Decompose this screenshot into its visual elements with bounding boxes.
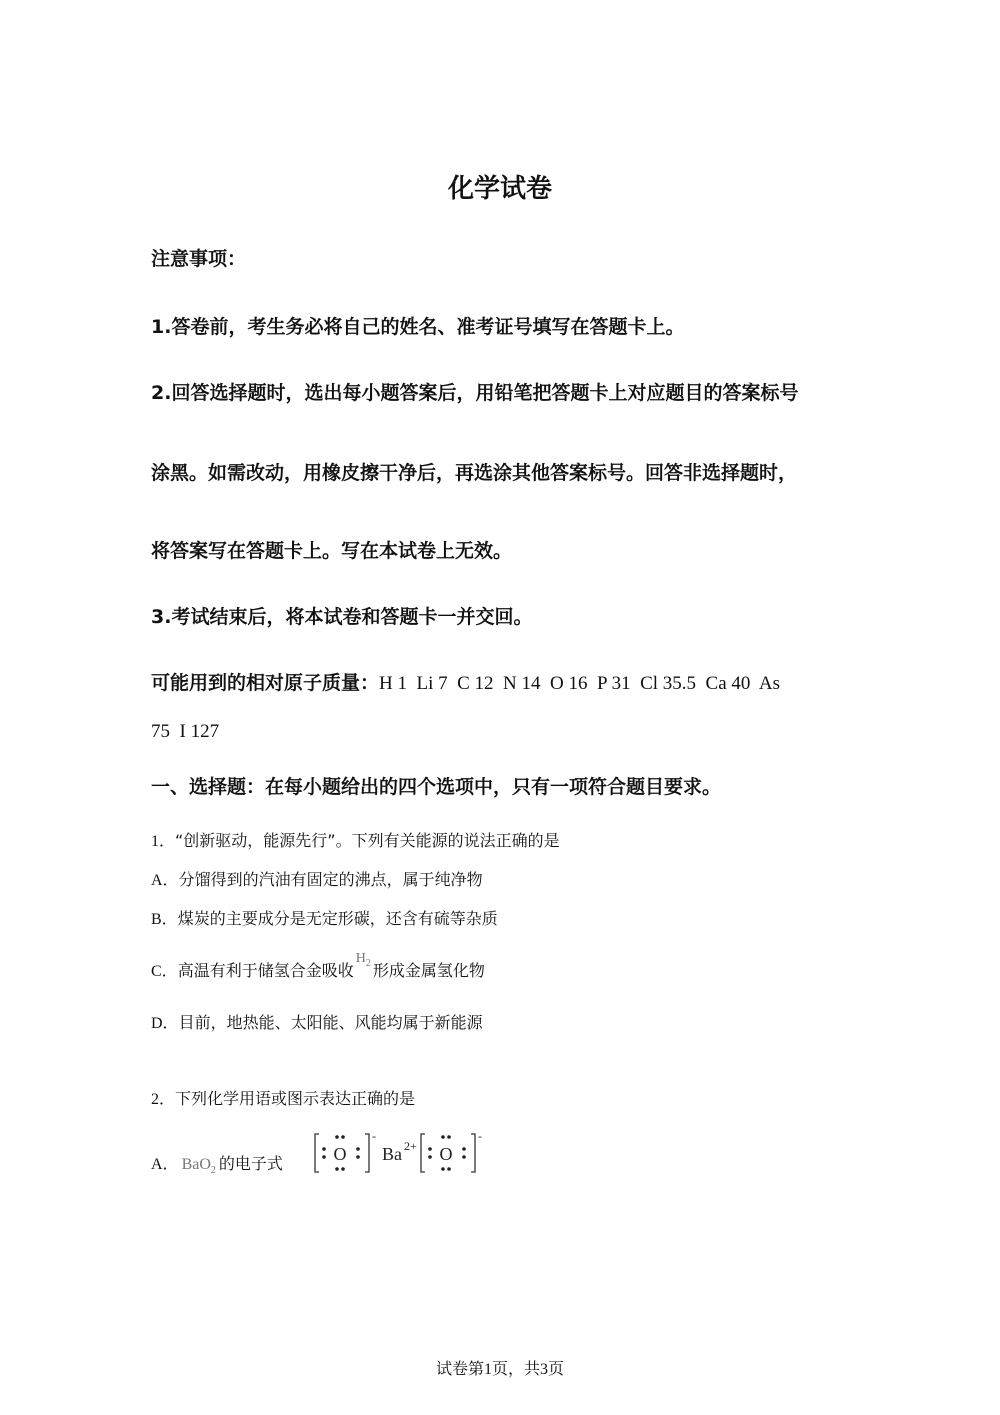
left-anion-charge: -: [372, 1129, 376, 1143]
option-letter: A．: [151, 872, 179, 889]
h2-formula: $H_2$: [355, 951, 371, 969]
atomic-mass-line-1: [151, 668, 780, 695]
footer-text: 试卷第: [435, 1359, 484, 1378]
question-2-option-a: [151, 1151, 283, 1176]
section-1-heading: 一、选择题：在每小题给出的四个选项中，只有一项符合题目要求。: [151, 776, 722, 798]
option-letter: C．: [151, 963, 178, 980]
question-text: “创新驱动，能源先行”。下列有关能源的说法正确的是: [175, 831, 560, 850]
option-letter: A．: [151, 1156, 179, 1173]
cation-charge: 2+: [404, 1139, 417, 1153]
option-text: 的电子式: [218, 1154, 283, 1173]
footer-text: 页，共: [491, 1359, 540, 1378]
question-1-option-b: [151, 906, 498, 929]
left-oxygen-atom: O: [333, 1144, 347, 1164]
footer-total-pages: 3: [540, 1361, 548, 1378]
option-letter: D．: [151, 1015, 179, 1032]
atomic-mass-values: H 1 Li 7 C 12 N 14 O 16 P 31 Cl 35.5 Ca 40 As: [379, 673, 780, 694]
question-1-option-c: [151, 951, 485, 983]
notice-heading: 注意事项：: [151, 248, 247, 270]
question-1-stem: [151, 828, 560, 851]
option-text-after: 形成金属氢化物: [372, 961, 485, 980]
atomic-mass-label: 可能用到的相对原子质量：: [151, 672, 380, 694]
question-1-option-a: [151, 867, 483, 890]
right-oxygen-atom: O: [439, 1144, 453, 1164]
footer-page-number: 1: [483, 1361, 492, 1378]
option-text: 煤炭的主要成分是无定形碳，还含有硫等杂质: [177, 909, 498, 928]
barium-cation: Ba: [382, 1144, 402, 1164]
notice-item-2-line-2: 涂黑。如需改动，用橡皮擦干净后，再选涂其他答案标号。回答非选择题时，: [151, 462, 798, 484]
option-text: 分馏得到的汽油有固定的沸点，属于纯净物: [178, 870, 483, 889]
notice-item-3: 3.考试结束后，将本试卷和答题卡一并交回。: [151, 606, 533, 628]
notice-item-2-line-1: 2.回答选择题时，选出每小题答案后，用铅笔把答题卡上对应题目的答案标号: [151, 382, 799, 404]
question-2-stem: [151, 1086, 415, 1109]
question-number: 1．: [151, 833, 176, 850]
electron-dot-structure: [310, 1128, 490, 1178]
atomic-mass-line-2: 75 I 127: [151, 721, 220, 742]
page-footer: [0, 1356, 1000, 1379]
question-text: 下列化学用语或图示表达正确的是: [175, 1089, 416, 1108]
option-text: 高温有利于储氢合金吸收: [177, 961, 354, 980]
question-1-option-d: [151, 1010, 483, 1033]
page-title: 化学试卷: [447, 174, 552, 204]
question-number: 2．: [151, 1091, 176, 1108]
notice-item-1: 1.答卷前，考生务必将自己的姓名、准考证号填写在答题卡上。: [151, 316, 685, 338]
right-anion-charge: -: [478, 1129, 482, 1143]
option-letter: B．: [151, 911, 178, 928]
footer-text: 页: [548, 1359, 565, 1378]
option-text: 目前，地热能、太阳能、风能均属于新能源: [178, 1013, 483, 1032]
bao2-formula: BaO$_2$: [181, 1156, 216, 1176]
notice-item-2-line-3: 将答案写在答题卡上。写在本试卷上无效。: [151, 540, 513, 562]
